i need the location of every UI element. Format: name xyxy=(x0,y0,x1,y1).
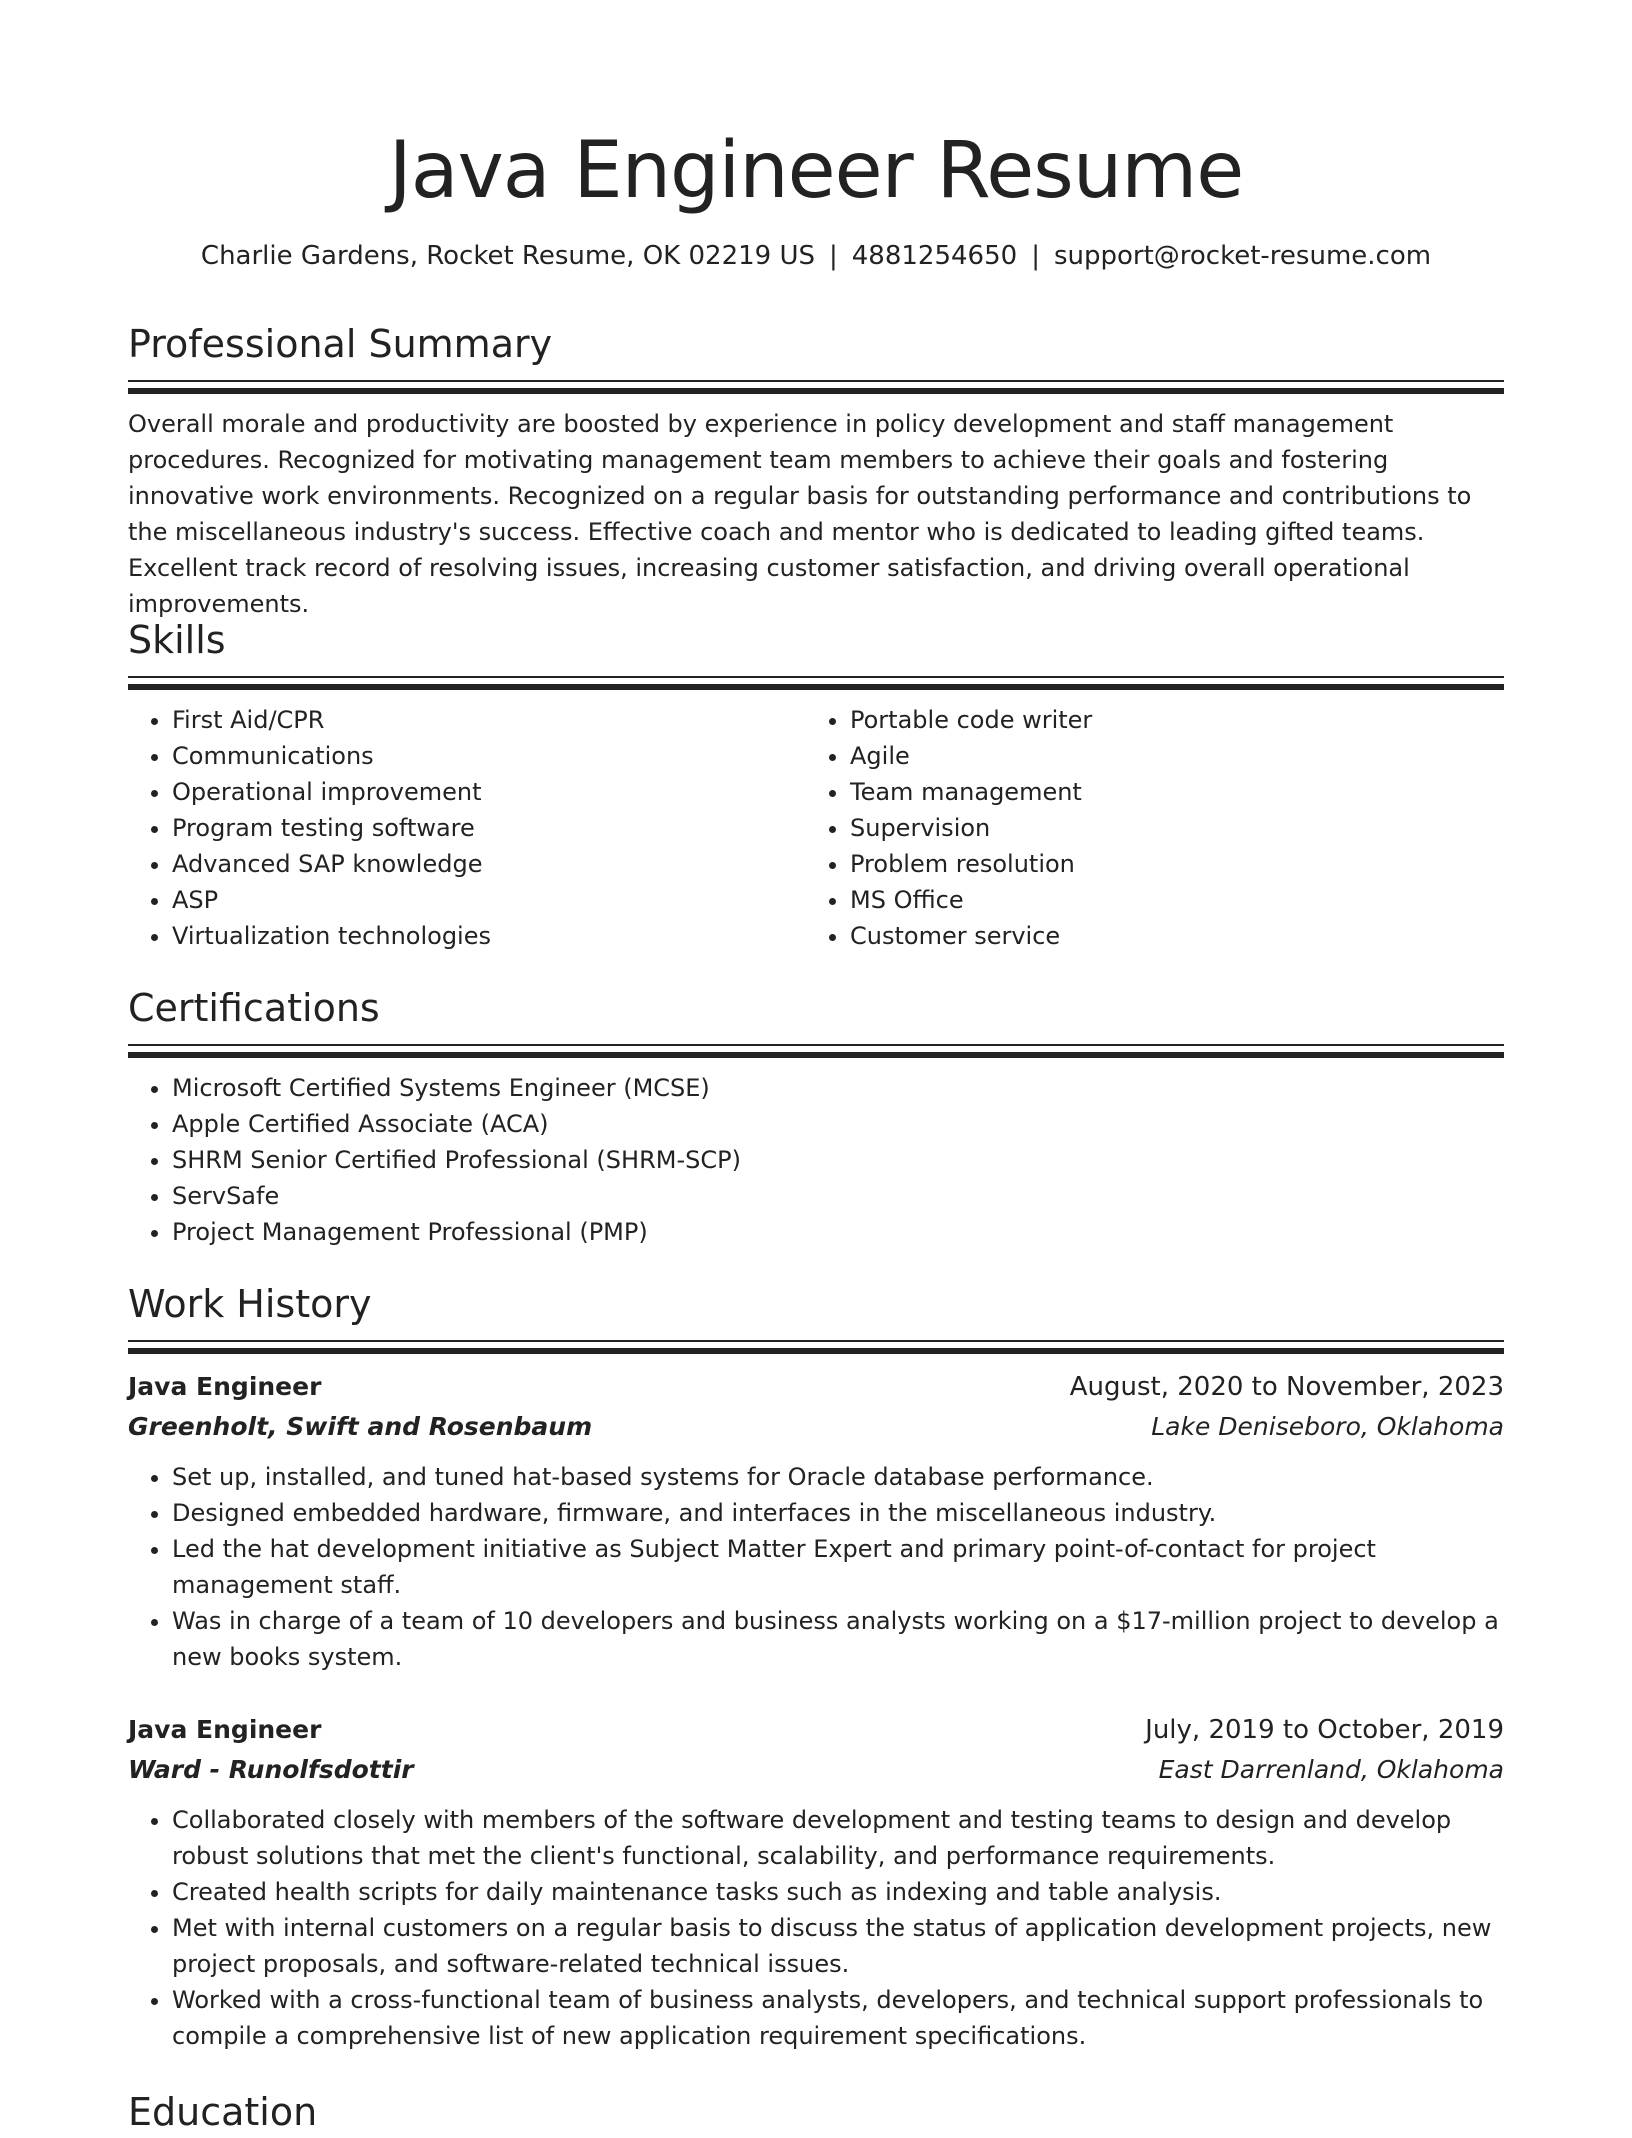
skill-item: • MS Office xyxy=(850,882,1486,918)
skill-item: • Customer service xyxy=(850,918,1486,954)
section-skills xyxy=(128,614,1504,690)
job-entry xyxy=(128,1710,1504,2054)
job-header-row xyxy=(128,1367,1504,1407)
job-bullet: • Worked with a cross-functional team of business analysts, developers, and technical support professionals to compile a comprehensive list of new application requirement specifications. xyxy=(172,1982,1504,2054)
certification-item: • SHRM Senior Certified Professional (SHRM-SCP) xyxy=(172,1142,1504,1178)
skill-item: • Agile xyxy=(850,738,1486,774)
job-bullet: • Set up, installed, and tuned hat-based systems for Oracle database performance. xyxy=(172,1459,1504,1495)
job-bullet: • Collaborated closely with members of the software development and testing teams to design and develop robust solutions that met the client's functional, scalability, and performance requirements. xyxy=(172,1802,1504,1874)
contact-separator: | xyxy=(1031,241,1040,271)
certifications-block xyxy=(128,1070,1504,1250)
section-professional-summary xyxy=(128,318,1504,394)
skills-left-column xyxy=(128,702,808,954)
skill-item: • First Aid/CPR xyxy=(172,702,808,738)
skills-right-column xyxy=(806,702,1486,954)
job-bullet: • Met with internal customers on a regular basis to discuss the status of application development projects, new project proposals, and software-related technical issues. xyxy=(172,1910,1504,1982)
job-location: Lake Deniseboro, Oklahoma xyxy=(1151,1412,1504,1441)
section-rule xyxy=(128,1340,1504,1342)
section-rule xyxy=(128,388,1504,394)
skill-item: • Virtualization technologies xyxy=(172,918,808,954)
job-entry xyxy=(128,1367,1504,1675)
skills-list-left xyxy=(128,702,808,954)
job-role: Java Engineer xyxy=(128,1715,322,1744)
job-dates: July, 2019 to October, 2019 xyxy=(1145,1715,1504,1745)
contact-phone: 4881254650 xyxy=(851,241,1018,271)
section-heading: Certifications xyxy=(128,986,380,1030)
resume-title: Java Engineer Resume xyxy=(388,126,1244,216)
skill-item: • Team management xyxy=(850,774,1486,810)
section-education xyxy=(128,2086,1504,2138)
skill-item: • Problem resolution xyxy=(850,846,1486,882)
job-company-row xyxy=(128,1750,1504,1790)
section-heading: Professional Summary xyxy=(128,322,553,366)
job-bullet: • Led the hat development initiative as Subject Matter Expert and primary point-of-contact for project management staff. xyxy=(172,1531,1504,1603)
job-bullet: • Was in charge of a team of 10 developers and business analysts working on a $17-million project to develop a new books system. xyxy=(172,1603,1504,1675)
section-rule xyxy=(128,380,1504,382)
section-heading: Work History xyxy=(128,1282,372,1326)
job-role: Java Engineer xyxy=(128,1372,322,1401)
skills-list-right xyxy=(806,702,1486,954)
skill-item: • Supervision xyxy=(850,810,1486,846)
contact-address: Charlie Gardens, Rocket Resume, OK 02219 US xyxy=(200,241,815,271)
certification-item: • Apple Certified Associate (ACA) xyxy=(172,1106,1504,1142)
section-rule xyxy=(128,1044,1504,1046)
contact-email: support@rocket-resume.com xyxy=(1053,241,1432,271)
job-bullet: • Created health scripts for daily maintenance tasks such as indexing and table analysis. xyxy=(172,1874,1504,1910)
job-header-row xyxy=(128,1710,1504,1750)
job-bullets xyxy=(128,1802,1504,2054)
skill-item: • Program testing software xyxy=(172,810,808,846)
job-location: East Darrenland, Oklahoma xyxy=(1158,1755,1504,1784)
job-bullet: • Designed embedded hardware, firmware, and interfaces in the miscellaneous industry. xyxy=(172,1495,1504,1531)
certifications-list xyxy=(128,1070,1504,1250)
section-rule xyxy=(128,684,1504,690)
section-certifications xyxy=(128,982,1504,1058)
skill-item: • Portable code writer xyxy=(850,702,1486,738)
section-rule xyxy=(128,1348,1504,1354)
job-company-row xyxy=(128,1407,1504,1447)
section-rule xyxy=(128,676,1504,678)
section-heading: Education xyxy=(128,2090,318,2134)
section-work-history xyxy=(128,1278,1504,1354)
section-rule xyxy=(128,1052,1504,1058)
skill-item: • Operational improvement xyxy=(172,774,808,810)
job-company: Ward - Runolfsdottir xyxy=(128,1755,414,1784)
certification-item: • Project Management Professional (PMP) xyxy=(172,1214,1504,1250)
job-company: Greenholt, Swift and Rosenbaum xyxy=(128,1412,593,1441)
skill-item: • ASP xyxy=(172,882,808,918)
certification-item: • ServSafe xyxy=(172,1178,1504,1214)
contact-separator: | xyxy=(829,241,838,271)
section-heading: Skills xyxy=(128,618,226,662)
skill-item: • Communications xyxy=(172,738,808,774)
contact-line xyxy=(128,238,1504,274)
summary-text: Overall morale and productivity are boosted by experience in policy development and staff management procedures. Recognized for motivating management team members to achieve their goals and fostering innovative work environments. Recognized on a regular basis for outstanding performance and contributions to the miscellaneous industry's success. Effective coach and mentor who is dedicated to leading gifted teams. Excellent track record of resolving issues, increasing customer satisfaction, and driving overall operational improvements. xyxy=(128,410,1472,618)
skill-item: • Advanced SAP knowledge xyxy=(172,846,808,882)
job-dates: August, 2020 to November, 2023 xyxy=(1069,1372,1504,1402)
certification-item: • Microsoft Certified Systems Engineer (MCSE) xyxy=(172,1070,1504,1106)
job-bullets xyxy=(128,1459,1504,1675)
